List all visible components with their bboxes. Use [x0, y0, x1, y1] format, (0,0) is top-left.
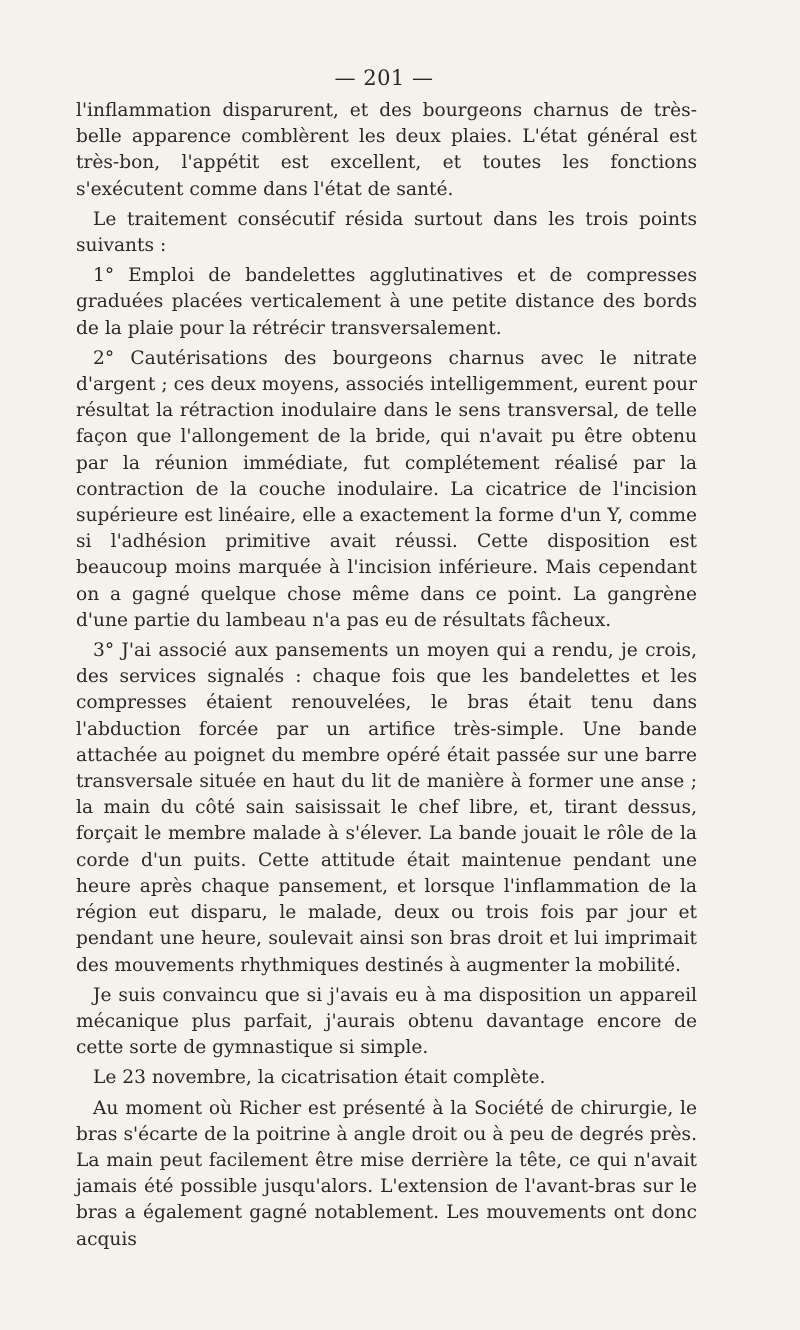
paragraph-point-1: 1° Emploi de bandelettes agglutinatives et de compresses graduées placées verticalement à une petite distance des bords de la plaie pour la rétrécir transversalement.	[76, 265, 697, 339]
paragraph-result: Au moment où Richer est présenté à la Société de chirurgie, le bras s'écarte de la poitrine à angle droit ou à peu de degrés près. La main peut facilement être mise derrière la tête, ce qui n'avait jamais été possible jusqu'alors. L'extension de l'avant-bras sur le bras a également gagné notablement. Les mouvements ont donc acquis	[76, 1097, 697, 1250]
paragraph-date: Le 23 novembre, la cicatrisation était complète.	[93, 1067, 546, 1089]
body-text	[76, 98, 697, 1255]
paragraph-point-2: 2° Cautérisations des bourgeons charnus avec le nitrate d'argent ; ces deux moyens, associés intelligemment, eurent pour résultat la rétraction inodulaire dans le sens transversal, de telle façon que l'allongement de la bride, qui n'avait pu être obtenu par la réunion immédiate, fut complétement réalisé par la contraction de la couche inodulaire. La cicatrice de l'incision supérieure est linéaire, elle a exactement la forme d'un Y, comme si l'adhésion primitive avait réussi. Cette disposition est beaucoup moins marquée à l'incision inférieure. Mais cependant on a gagné quelque chose même dans ce point. La gangrène d'une partie du lambeau n'a pas eu de résultats fâcheux.	[76, 347, 697, 631]
paragraph-treatment-intro: Le traitement consécutif résida surtout dans les trois points suivants :	[76, 208, 697, 257]
paragraph-point-3: 3° J'ai associé aux pansements un moyen qui a rendu, je crois, des services signalés : chaque fois que les bandelettes et les compresses étaient renouvelées, le bras était tenu dans l'abduction forcée par un artifice très-simple. Une bande attachée au poignet du membre opéré était passée sur une barre transversale située en haut du lit de manière à former une anse ; la main du côté sain saisissait le chef libre, et, tirant dessus, forçait le membre malade à s'élever. La bande jouait le rôle de la corde d'un puits. Cette attitude était maintenue pendant une heure après chaque pansement, et lorsque l'inflammation de la région eut disparu, le malade, deux ou trois fois par jour et pendant une heure, soulevait ainsi son bras droit et lui imprimait des mouvements rhythmiques destinés à augmenter la mobilité.	[76, 640, 697, 976]
paragraph-continued: l'inflammation disparurent, et des bourgeons charnus de très-belle apparence comblèrent les deux plaies. L'état général est très-bon, l'appétit est excellent, et toutes les fonctions s'exécutent comme dans l'état de santé.	[76, 100, 697, 200]
paragraph-conviction: Je suis convaincu que si j'avais eu à ma disposition un appareil mécanique plus parfait, j'aurais obtenu davantage encore de cette sorte de gymnastique si simple.	[76, 984, 697, 1059]
page-number: — 201 —	[334, 66, 434, 90]
